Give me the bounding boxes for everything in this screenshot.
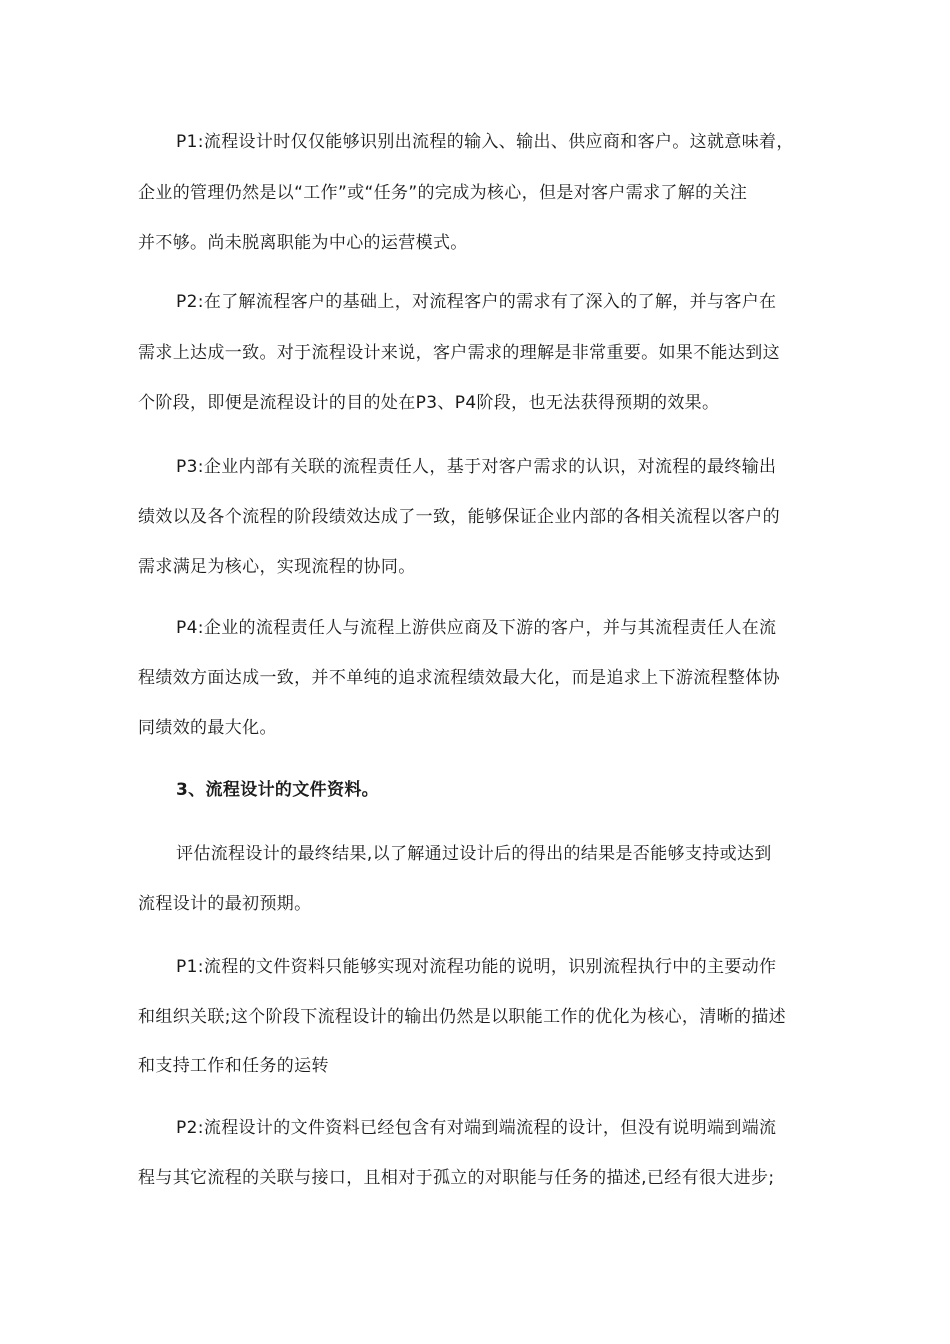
paragraph-p4-line-2: 程绩效方面达成一致，并不单纯的追求流程绩效最大化，而是追求上下游流程整体协 [138, 668, 780, 688]
section-heading: 3、流程设计的文件资料。 [176, 780, 380, 800]
paragraph-p3-line-2: 绩效以及各个流程的阶段绩效达成了一致，能够保证企业内部的各相关流程以客户的 [138, 507, 780, 527]
section-p1-line-1: P1:流程的文件资料只能够实现对流程功能的说明，识别流程执行中的主要动作 [176, 957, 777, 977]
section-p2-line-2: 程与其它流程的关联与接口，且相对于孤立的对职能与任务的描述,已经有很大进步; [138, 1168, 775, 1188]
paragraph-p1-line-3: 并不够。尚未脱离职能为中心的运营模式。 [138, 233, 468, 253]
section-p1-line-3: 和支持工作和任务的运转 [138, 1056, 329, 1076]
paragraph-p1-line-2: 企业的管理仍然是以“工作”或“任务”的完成为核心，但是对客户需求了解的关注 [138, 183, 748, 203]
paragraph-p3-line-3: 需求满足为核心，实现流程的协同。 [138, 557, 416, 577]
paragraph-p2-line-2: 需求上达成一致。对于流程设计来说，客户需求的理解是非常重要。如果不能达到这 [138, 343, 780, 363]
paragraph-p2-line-1: P2:在了解流程客户的基础上，对流程客户的需求有了深入的了解，并与客户在 [176, 292, 777, 312]
section-p1-line-2: 和组织关联;这个阶段下流程设计的输出仍然是以职能工作的优化为核心，清晰的描述 [138, 1007, 787, 1027]
section-intro-line-1: 评估流程设计的最终结果,以了解通过设计后的得出的结果是否能够支持或达到 [176, 844, 772, 864]
section-intro-line-2: 流程设计的最初预期。 [138, 894, 312, 914]
paragraph-p2-line-3: 个阶段，即便是流程设计的目的处在P3、P4阶段，也无法获得预期的效果。 [138, 393, 720, 413]
paragraph-p4-line-1: P4:企业的流程责任人与流程上游供应商及下游的客户，并与其流程责任人在流 [176, 618, 777, 638]
section-p2-line-1: P2:流程设计的文件资料已经包含有对端到端流程的设计，但没有说明端到端流 [176, 1118, 777, 1138]
paragraph-p3-line-1: P3:企业内部有关联的流程责任人，基于对客户需求的认识，对流程的最终输出 [176, 457, 777, 477]
paragraph-p1-line-1: P1:流程设计时仅仅能够识别出流程的输入、输出、供应商和客户。这就意味着， [176, 132, 794, 152]
paragraph-p4-line-3: 同绩效的最大化。 [138, 718, 277, 738]
